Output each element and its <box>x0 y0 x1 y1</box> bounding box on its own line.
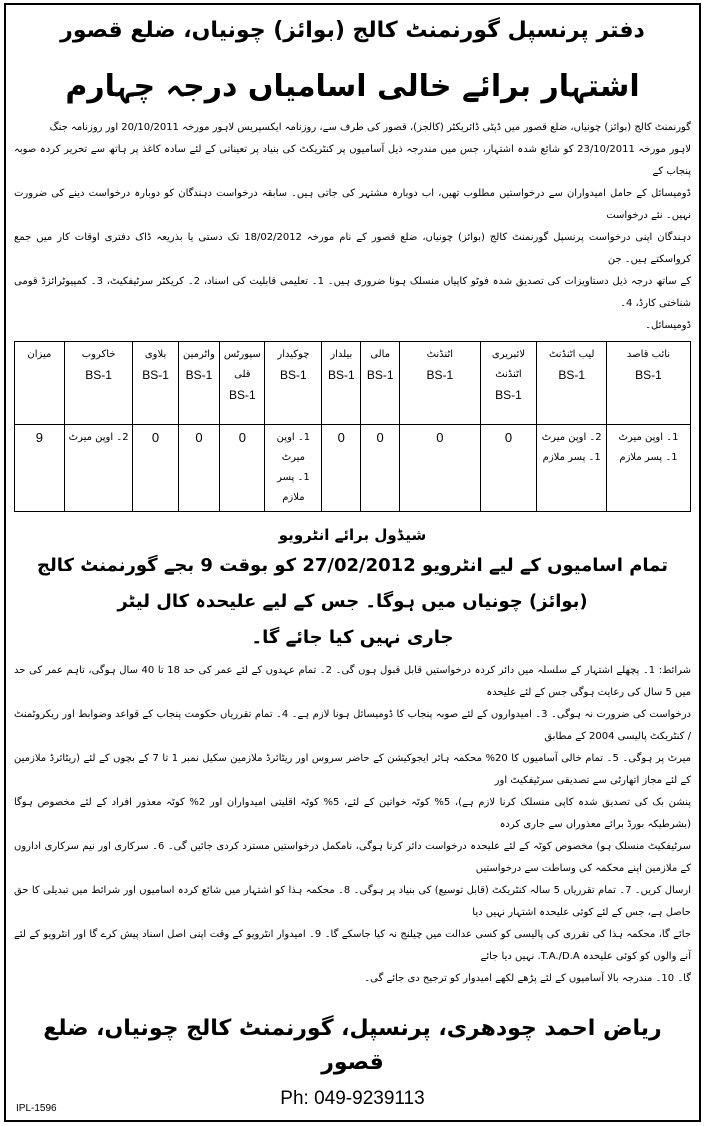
total-label: میزان <box>27 349 52 360</box>
interview-line: جاری نہیں کیا جائے گا۔ <box>251 627 454 648</box>
vacancy-count: 1۔ اوپن میرٹ <box>276 432 311 463</box>
condition-line: شرائط: 1۔ پچھلے اشتہار کے سلسلہ میں دائر کردہ درخواستیں قابل قبول ہوں گی۔ 2۔ تمام عہدوں کے لئے عمر کی حد 18 تا 40 سال ہوگی، تاہم عمر کی حد میں 5 سال کی رعایت ہوگی جس کے لئے علیحدہ <box>14 665 692 698</box>
post-name: اٹنڈنٹ <box>426 349 454 360</box>
condition-line: درخواست کی ضرورت نہ ہوگی۔ 3۔ امیدواروں کے لئے صوبہ پنجاب کا ڈومیسائل ہونا لازم ہے۔ 4۔ تمام تقرریاں حکومت پنجاب کے قواعد وضوابط اور ریکروٹمنٹ / کنٹریکٹ پالیسی 2004 کے مطابق <box>14 709 691 742</box>
post-name: نائب قاصد <box>626 349 671 360</box>
post-name: واٹرمین <box>182 349 215 360</box>
interview-line: تمام اسامیوں کے لیے انٹرویو 27/02/2012 کو بوقت 9 بجے گورنمنٹ کالج (بوائز) چونیاں میں ہوگا۔ جس کے لیے علیحدہ کال لیٹر <box>37 555 668 612</box>
condition-line: گا۔ 10۔ مندرجہ بالا آسامیوں کے لئے پڑھے لکھے امیدوار کو ترجیح دی جائے گی۔ <box>364 973 691 984</box>
pay-scale: BS-1 <box>85 368 112 382</box>
condition-line: ارسال کریں۔ 7۔ تمام تقرریاں 5 سالہ کنٹریکٹ (قابل توسیع) کی بنیاد پر ہوگی۔ 8۔ محکمہ ہذا کو اشتہار میں شائع کردہ اسامیوں اور شرائط میں تبدیلی کا حق حاصل ہے، جس کے لئے کوئی علیحدہ اشتہار نہیں دیا <box>14 885 691 918</box>
post-name: سپورٹس قلی <box>223 349 261 380</box>
vacancy-count: 0 <box>151 430 160 445</box>
intro-line: ڈومیسائل۔ <box>645 320 691 331</box>
post-name: بیلدار <box>330 349 353 360</box>
vacancy-cell <box>322 425 361 512</box>
condition-line: سرٹیفکیٹ منسلک ہو) مخصوص کوٹہ کے لئے علیحدہ درخواست دائر کرنا ہوگی، نامکمل درخواستیں مسترد کردی جائیں گی۔ 6۔ سرکاری اور نیم سرکاری اداروں کے ملازمین اپنے محکمہ کی وساطت سے درخواستیں <box>14 841 691 874</box>
pay-scale: BS-1 <box>558 368 586 382</box>
post-header-cell <box>537 342 607 425</box>
pay-scale: BS-1 <box>280 368 307 382</box>
conditions <box>14 660 691 990</box>
vacancy-count: 0 <box>337 430 345 445</box>
vacancy-cell <box>537 425 607 512</box>
advertisement-heading: اشتہار برائے خالی اسامیاں درجہ چہارم <box>65 69 640 104</box>
advertisement-border <box>4 3 701 1122</box>
intro-line: کے ساتھ درجہ ذیل دستاویزات کی تصدیق شدہ فوٹو کاپیاں منسلک ہونا ضروری ہیں۔ 1۔ تعلیمی قابلیت کی اسناد، 2۔ کریکٹر سرٹیفکیٹ، 3۔ کمپیوٹرائزڈ قومی شناختی کارڈ، 4۔ <box>14 276 692 309</box>
condition-line: میرٹ پر ہوگی۔ 5۔ تمام خالی آسامیوں کا 20% محکمہ ہائر ایجوکیشن کے حاضر سروس اور ریٹائرڈ ملازمین سکیل نمبر 1 تا 7 کے بچوں کے لئے (ریٹائرڈ ملازمین کے لئے مجاز اتھارٹی سے تصدیقی سرٹیفکیٹ اور <box>14 753 692 786</box>
ad-code: IPL-1596 <box>16 1103 57 1114</box>
post-header-cell <box>480 342 537 425</box>
post-header-cell <box>133 342 178 425</box>
post-header-cell <box>400 342 480 425</box>
footer <box>14 1086 691 1116</box>
intro-line: گورنمنٹ کالج (بوائز) چونیاں، ضلع قصور میں ڈپٹی ڈائریکٹر (کالجز)، قصور کی طرف سے، روزنامہ ایکسپریس لاہور مورخہ 20/10/2011 اور روزنامہ جنگ <box>49 122 691 133</box>
phone-number: Ph: 049-9239113 <box>280 1088 425 1109</box>
intro-line: دہندگان اپنی درخواست پرنسپل گورنمنٹ کالج (بوائز) چونیاں، ضلع قصور کے نام مورخہ 18/02/2012 تک دستی یا بذریعہ ڈاک دفتری اوقات کار میں جمع کرواسکتے ہیں۔ جن <box>14 232 691 265</box>
post-name: چوکیدار <box>277 349 310 360</box>
vacancy-cell <box>265 425 322 512</box>
vacancy-count: 2۔ اوپن میرٹ <box>541 432 602 443</box>
vacancy-count: 1۔ پسر ملازم <box>542 452 601 463</box>
post-name: مالی <box>370 349 391 360</box>
vacancy-count: 0 <box>436 430 444 445</box>
vacancies-table <box>14 341 691 512</box>
vacancy-count: 1۔ اوپن میرٹ <box>618 432 679 443</box>
vacancy-cell <box>133 425 178 512</box>
pay-scale: BS-1 <box>142 368 169 382</box>
condition-line: پنشن بک کی تصدیق شدہ کاپی منسلک کرنا لازم ہے)، 5% کوٹہ خواتین کے لئے، 5% کوٹہ اقلیتی امیدواران اور 2% کوٹہ معذور افراد کے لئے مخصوص ہوگا (بشرطیکہ بورڈ برائے معذوراں سے جاری کردہ <box>14 797 691 830</box>
pay-scale: BS-1 <box>426 368 454 382</box>
vacancy-count: 0 <box>238 430 246 445</box>
intro-line: لاہور مورخہ 23/10/2011 کو شائع شدہ اشتہار، جس میں مندرجہ ذیل آسامیوں پر کنٹریکٹ کی بنیاد پر تعیناتی کے لئے سادہ کاغذ پر ہاتھ سے تحریر کردہ صوبہ پنجاب کے <box>14 144 691 177</box>
vacancy-cell <box>607 425 691 512</box>
vacancy-cell <box>400 425 480 512</box>
vacancy-cell <box>480 425 537 512</box>
pay-scale: BS-1 <box>366 368 394 382</box>
post-header-cell <box>178 342 220 425</box>
pay-scale: BS-1 <box>327 368 355 382</box>
post-header-cell <box>64 342 133 425</box>
vacancy-count: 0 <box>195 430 203 445</box>
vacancy-cell <box>64 425 133 512</box>
table-row <box>15 425 691 512</box>
post-header-cell <box>322 342 361 425</box>
intro-paragraph <box>14 117 691 337</box>
office-title: دفتر پرنسپل گورنمنٹ کالج (بوائز) چونیاں، ضلع قصور <box>60 18 645 43</box>
signature: ریاض احمد چودھری، پرنسپل، گورنمنٹ کالج چونیاں، ضلع قصور <box>43 1016 662 1075</box>
post-name: لائبریری اٹنڈنٹ <box>491 349 526 380</box>
intro-line: ڈومیسائل کے حامل امیدواران سے درخواستیں مطلوب تھیں، اب دوبارہ مشتہر کی جاتی ہیں۔ سابقہ درخواست دہندگان کو دوبارہ درخواست دینے کی ضرورت نہیں۔ نئے درخواست <box>14 188 691 221</box>
post-header-cell <box>265 342 322 425</box>
pay-scale: BS-1 <box>228 388 256 402</box>
post-header-cell <box>361 342 400 425</box>
post-name: لیب اٹنڈنٹ <box>548 349 595 360</box>
pay-scale: BS-1 <box>185 368 213 382</box>
vacancy-count: 0 <box>376 430 384 445</box>
vacancy-count: 1۔ پسر ملازم <box>277 472 310 503</box>
pay-scale: BS-1 <box>495 388 522 402</box>
vacancy-cell <box>220 425 265 512</box>
post-header-cell <box>607 342 691 425</box>
post-header-cell <box>220 342 265 425</box>
vacancy-cell <box>361 425 400 512</box>
pay-scale: BS-1 <box>635 368 662 382</box>
vacancy-count: 0 <box>504 430 513 445</box>
total-value: 9 <box>15 425 65 512</box>
schedule-title: شیڈول برائے انٹرویو <box>278 526 427 544</box>
post-name: بلاوی <box>144 349 167 360</box>
vacancy-count: 1۔ پسر ملازم <box>619 452 678 463</box>
post-name: خاکروب <box>81 349 116 360</box>
condition-line: جائے گا، محکمہ ہذا کی تقرری کی پالیسی کو کسی عدالت میں چیلنج نہ کیا جاسکے گا۔ 9۔ امیدوار انٹرویو کے وقت اپنی اصل اسناد پیش کرے گا اور انٹرویو کے لئے آنے والوں کو کوئی علیحدہ T.A./D.A. نہیں دیا جائے <box>14 929 692 962</box>
total-header <box>15 342 65 425</box>
vacancy-count: 2۔ اوپن میرٹ <box>68 432 129 443</box>
table-header-row <box>15 342 691 425</box>
vacancy-cell <box>178 425 220 512</box>
